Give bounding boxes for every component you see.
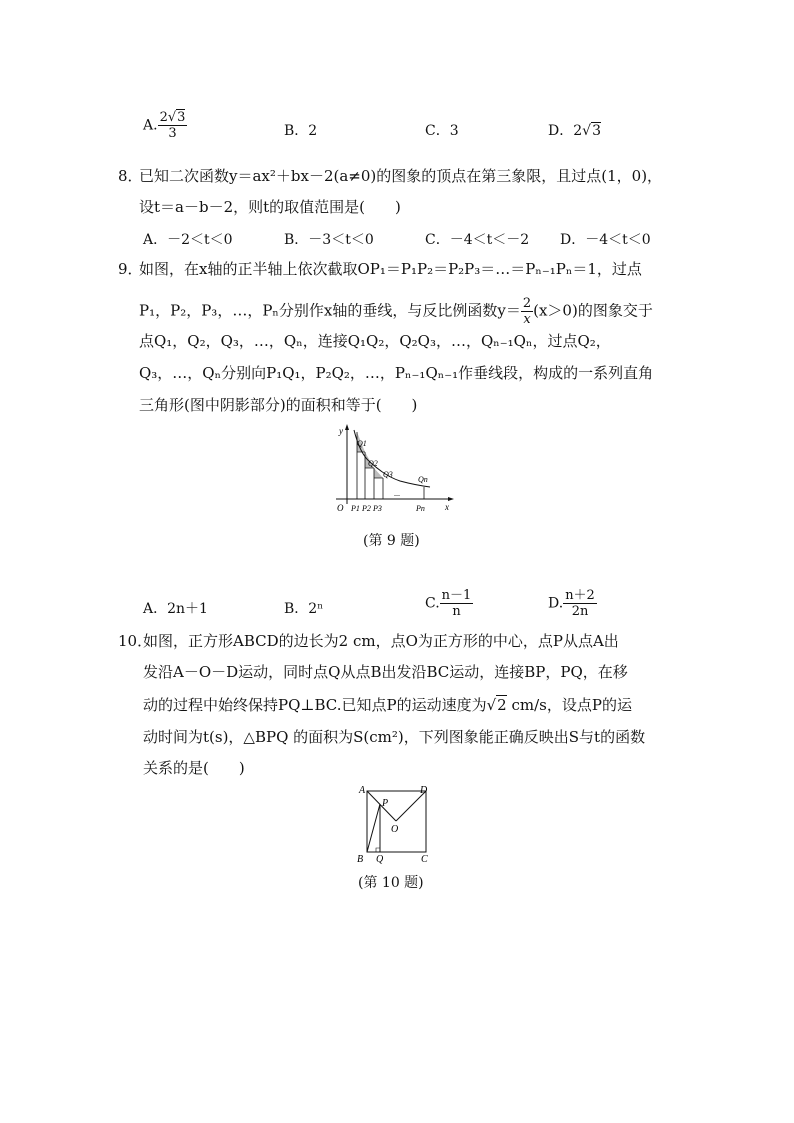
label-c: C <box>421 854 428 864</box>
label-o: O <box>337 503 344 513</box>
label-q3: Q3 <box>383 470 393 479</box>
q9-option-c-label: C. <box>425 595 440 612</box>
q8-number: 8． <box>118 167 143 185</box>
q7-option-a-fraction: $\frac{2√3}{3}$ <box>159 110 186 141</box>
q7-option-b: B．2 <box>284 123 318 139</box>
label-y: y <box>339 426 343 436</box>
q9-line-4: Q₃，…，Qₙ分别向P₁Q₁，P₂Q₂，…，Pₙ₋₁Qₙ₋₁作垂线段，构成的一系列直角 <box>139 364 654 382</box>
q8-line-2: 设t＝a－b－2，则t的取值范围是( ) <box>139 198 401 216</box>
q9-option-c-fraction <box>440 588 474 619</box>
label-b: B <box>357 854 364 864</box>
q9-option-c <box>425 588 473 619</box>
q9-fraction-num: 2 <box>522 296 532 311</box>
q7-option-a <box>143 110 187 141</box>
q9-option-d-fraction <box>563 588 597 619</box>
q9-line-2a: P₁，P₂，P₃，…，Pₙ分别作x轴的垂线，与反比例函数y＝ <box>139 301 521 320</box>
sqrt-symbol: √ <box>486 696 497 714</box>
label-p2: P2 <box>362 504 371 513</box>
y-axis-arrow <box>345 424 349 430</box>
q9-option-c-den: n <box>452 604 461 619</box>
q9-option-b: B．2ⁿ <box>284 601 324 617</box>
q8-option-a: A．－2＜t＜0 <box>143 232 233 248</box>
q9-line-2 <box>139 296 653 327</box>
label-p3: P3 <box>373 504 382 513</box>
q7-option-d-radicand: 3 <box>592 123 601 139</box>
q9-option-c-num: n－1 <box>441 588 472 603</box>
q10-line-1: 如图，正方形ABCD的边长为2 cm，点O为正方形的中心，点P从点A出 <box>143 632 619 650</box>
q8-option-c: C．－4＜t＜－2 <box>425 232 530 248</box>
label-a: A <box>359 785 366 796</box>
q10-line-3a: 动的过程中始终保持PQ⊥BC.已知点P的运动速度为 <box>143 696 487 714</box>
q9-option-d-label: D. <box>548 595 564 612</box>
q9-line-2b: (x＞0)的图象交于 <box>533 301 653 320</box>
q10-line-3 <box>143 695 632 715</box>
q9-fraction-den: x <box>523 312 531 327</box>
q7-option-a-radicand: 3 <box>177 110 186 125</box>
q10-line-2: 发沿A－O－D运动，同时点Q从点B出发沿BC运动，连接BP，PQ，在移 <box>143 663 628 681</box>
label-p1: P1 <box>351 504 360 513</box>
right-angle-mark <box>376 848 380 852</box>
q9-line-1: 如图，在x轴的正半轴上依次截取OP₁＝P₁P₂＝P₂P₃＝…＝Pₙ₋₁Pₙ＝1，过点 <box>139 260 642 278</box>
q10-figure <box>354 782 440 864</box>
label-p: P <box>382 798 389 809</box>
label-q2: Q2 <box>368 459 378 468</box>
q7-option-a-label: A. <box>143 117 158 134</box>
q7-option-c: C．3 <box>425 123 459 139</box>
q9-function-fraction <box>521 296 533 327</box>
q9-caption: (第 9 题) <box>363 533 420 549</box>
label-pn: Pn <box>416 504 425 513</box>
q9-figure <box>330 424 460 518</box>
label-d: D <box>420 785 428 796</box>
q9-option-a: A．2n＋1 <box>143 601 208 617</box>
q10-number: 10． <box>118 632 153 650</box>
q10-caption: (第 10 题) <box>358 875 424 891</box>
sqrt-symbol: √ <box>167 110 177 125</box>
q10-line-3b: cm/s，设点P的运 <box>506 696 632 714</box>
q9-line-3: 点Q₁，Q₂，Q₃，…，Qₙ，连接Q₁Q₂，Q₂Q₃，…，Qₙ₋₁Qₙ，过点Q₂， <box>139 332 611 350</box>
q7-option-d-label: D．2 <box>548 123 583 139</box>
sqrt-symbol: √ <box>582 123 592 139</box>
label-q: Q <box>376 854 384 864</box>
x-axis-arrow <box>448 497 454 501</box>
label-dots: ... <box>394 489 400 498</box>
q7-option-d <box>548 120 601 140</box>
q9-option-d-num: n＋2 <box>565 588 595 603</box>
q10-line-5: 关系的是( ) <box>143 759 245 777</box>
label-x: x <box>445 502 449 512</box>
q8-option-b: B．－3＜t＜0 <box>284 232 374 248</box>
q9-option-d <box>548 588 597 619</box>
q8-option-d: D．－4＜t＜0 <box>560 232 651 248</box>
q8-line-1: 已知二次函数y＝ax²＋bx－2(a≠0)的图象的顶点在第三象限，且过点(1，0)， <box>139 167 663 185</box>
q10-line-4: 动时间为t(s)，△BPQ 的面积为S(cm²)，下列图象能正确反映出S与t的函数 <box>143 728 646 746</box>
label-q1: Q1 <box>357 439 367 448</box>
q9-number: 9． <box>118 260 143 278</box>
q9-option-d-den: 2n <box>571 604 589 619</box>
label-o: O <box>391 824 399 835</box>
segment-b-p <box>367 804 380 852</box>
label-qn: Qn <box>418 475 428 484</box>
q7-option-a-denominator: 3 <box>168 126 177 141</box>
q10-line-3-radicand: 2 <box>497 696 507 714</box>
q9-line-5: 三角形(图中阴影部分)的面积和等于( ) <box>139 396 418 414</box>
